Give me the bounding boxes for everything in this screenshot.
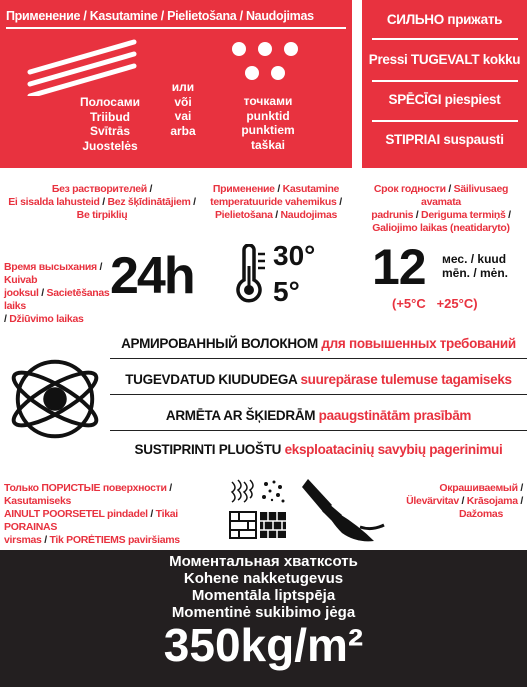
thermometer-icon [234,244,268,306]
application-header: Применение / Kasutamine / Pielietošana / Naudojimas [6,9,314,23]
shelf-life-text: Срок годности / Säilivusaeg avamata padrunis / Deriguma termiņš / Galiojimo laikas (neatidaryto) [371,183,511,234]
press-ru: СИЛЬНО прижать [386,12,503,27]
shelf-life-value: 12 [372,239,426,295]
grab-line-et: Kohene nakketugevus [183,570,344,587]
fiber-row-et: TUGEVDATUD KIUDUDEGA suurepärase tulemuse tagamiseks [110,366,527,395]
stripes-label: Полосами Triibud Svītrās Juostelės [79,95,141,153]
drying-value: 24h [110,247,194,305]
grab-line-lv: Momentāla liptspēja [191,587,336,604]
or-label: или või vai arba [170,80,196,138]
globe-orbit-icon [6,350,104,448]
shelf-life-unit: мес. / kuud mēn. / mėn. [442,252,509,280]
grab-line-lt: Momentinė sukibimo jėga [171,604,356,621]
drying-text: Время высыхания / Kuivab jooksul / Sacietēšanas laiks / Džiūvimo laikas [4,261,110,325]
paintable-text: Окрашиваемый / Ülevärvitav / Krāsojama / Dažomas [406,482,523,520]
temperature-min: 5° [273,276,300,307]
header-divider [6,27,346,29]
temperature-max: 30° [273,240,316,271]
paint-brush-icon [298,475,390,547]
porous-text: Только ПОРИСТЫЕ поверхности / Kasutamiseks AINULT POORSETEL pindadel / Tikai PORAINAS virsmas / Tik PORĖTIEMS paviršiams [4,482,180,546]
grab-strength-band [0,550,527,687]
press-panel [362,0,527,168]
press-et: Pressi TUGEVALT kokku [368,52,521,67]
fiber-row-ru: АРМИРОВАННЫЙ ВОЛОКНОМ для повышенных требований [110,330,527,359]
dots-label: точками punktid punktiem taškai [241,94,295,152]
grab-strength-value: 350kg/m² [163,619,364,671]
fiber-row-lv: ARMĒTA AR ŠĶIEDRĀM paaugstinātām prasībām [110,402,527,431]
press-lv: SPĒCĪGI piespiest [388,92,501,107]
temperature-text: Применение / Kasutamine temperatuuride vahemikus / Pielietošana / Naudojimas [210,183,342,221]
dots-icon [228,38,308,82]
fiber-row-lt: SUSTIPRINTI PLUOŠTU eksploatacinių savybių pagerinimui [134,442,503,457]
porous-surfaces-icon [228,478,288,540]
application-panel [0,0,352,168]
stripes-icon [22,36,142,96]
press-lt: STIPRIAI suspausti [385,132,504,147]
shelf-life-temp-range: (+5°C +25°C) [392,296,478,311]
grab-line-ru: Моментальная хватксоть [169,553,358,570]
solvent-free-text: Без растворителей / Ei sisalda lahusteid / Bez šķīdinātājiem / Be tirpiklių [8,183,196,221]
